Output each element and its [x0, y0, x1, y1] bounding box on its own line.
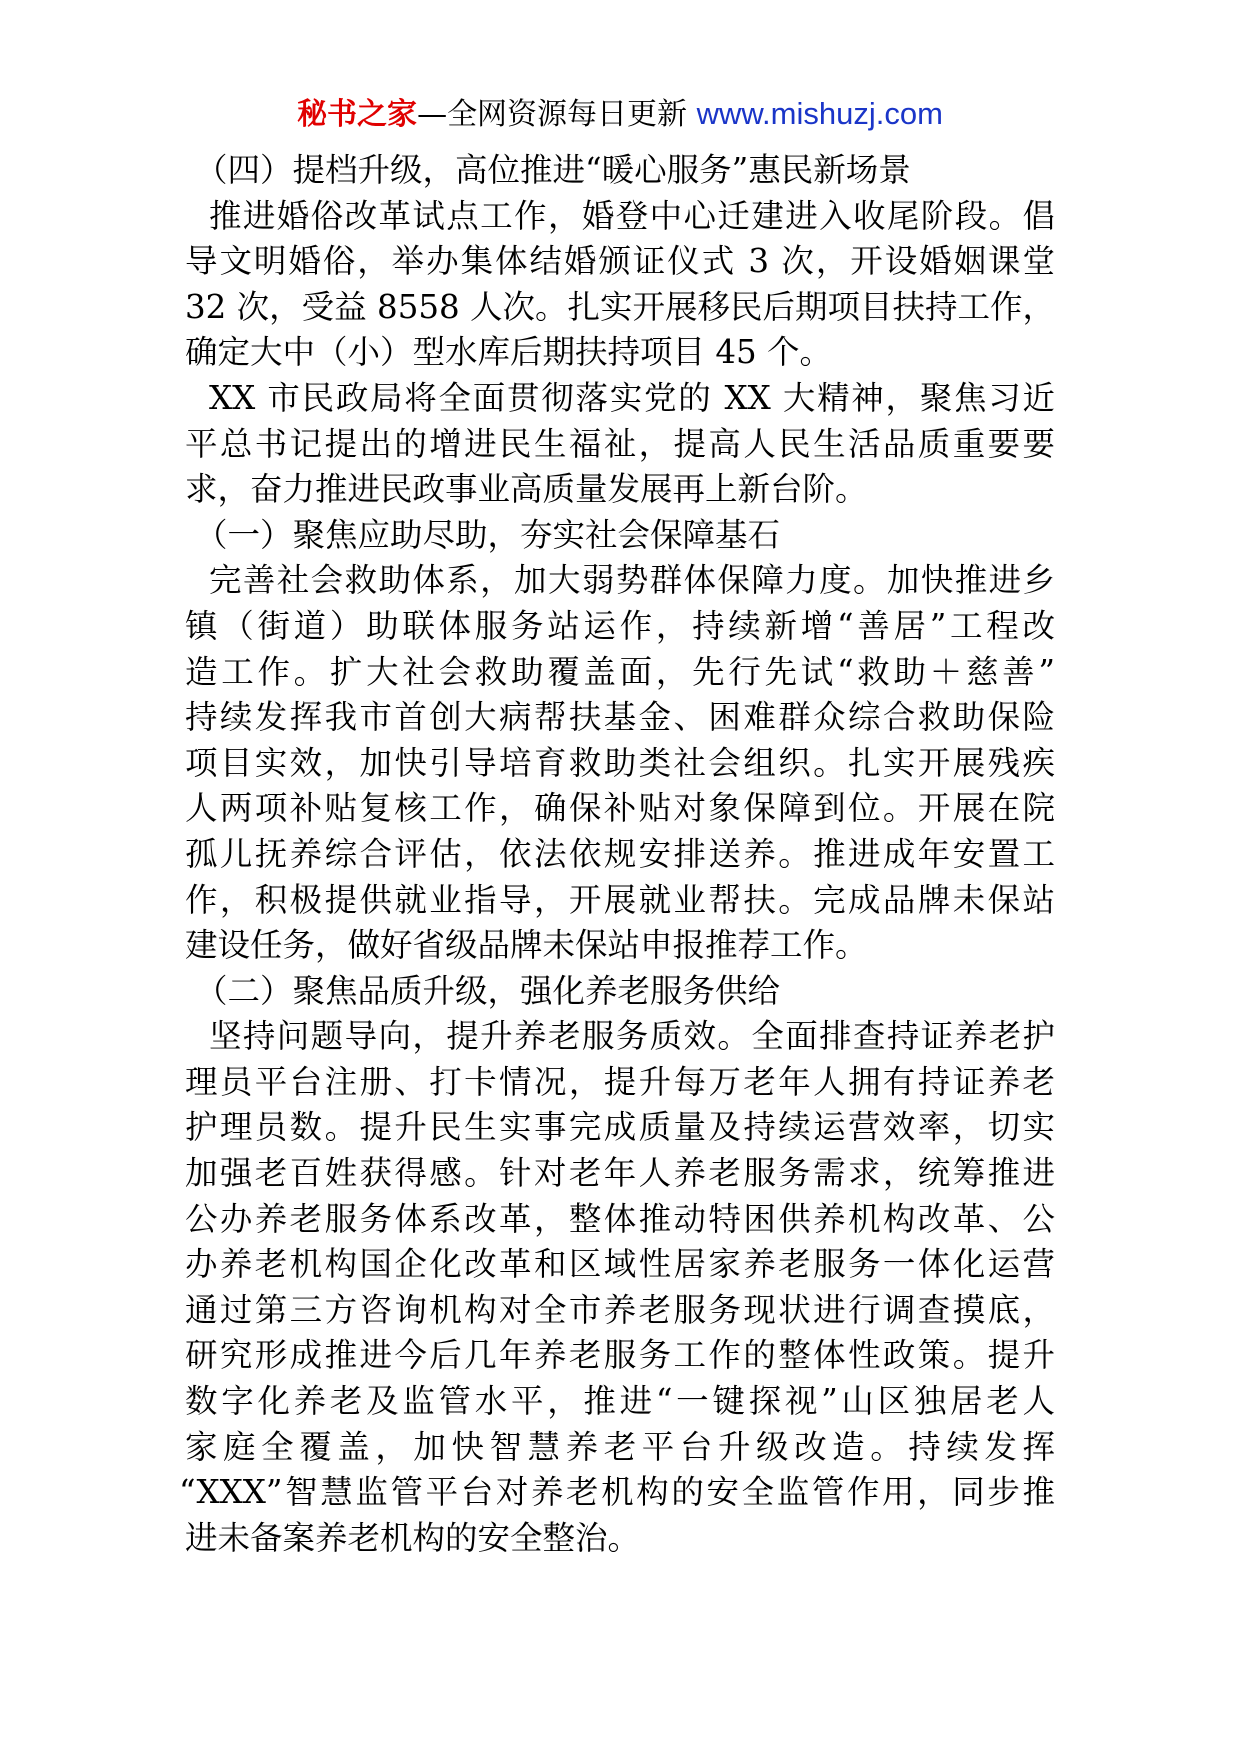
site-url-link[interactable]: www.mishuzj.com [696, 96, 943, 131]
body-line: 坚持问题导向，提升养老服务质效。全面排查持证养老护 [209, 1017, 1055, 1056]
body-line: XX 市民政局将全面贯彻落实党的 XX 大精神，聚焦习近 [209, 378, 1055, 417]
body-line: 公办养老服务体系改革，整体推动特困供养机构改革、公 [185, 1199, 1055, 1238]
site-brand: 秘书之家 [297, 97, 418, 132]
section-heading-4: （四）提档升级，高位推进“暖心服务”惠民新场景 [195, 151, 911, 189]
body-line: 办养老机构国企化改革和区域性居家养老服务一体化运营 [185, 1245, 1055, 1284]
body-line: 持续发挥我市首创大病帮扶基金、困难群众综合救助保险 [185, 698, 1055, 737]
document-body [179, 148, 1055, 1561]
body-line: 进未备案养老机构的安全整治。 [185, 1518, 641, 1557]
body-line: 项目实效，加快引导培育救助类社会组织。扎实开展残疾 [185, 743, 1055, 782]
body-line: 建设任务，做好省级品牌未保站申报推荐工作。 [185, 926, 868, 965]
body-line: 平总书记提出的增进民生福祉，提高人民生活品质重要要 [185, 424, 1055, 463]
body-line: “XXX”智慧监管平台对养老机构的安全监管作用，同步推 [179, 1473, 1055, 1512]
body-line: 镇（街道）助联体服务站运作，持续新增“善居”工程改 [185, 606, 1055, 645]
site-tagline: —全网资源每日更新 [417, 97, 697, 132]
body-line: 理员平台注册、打卡情况，提升每万老年人拥有持证养老 [185, 1062, 1055, 1101]
body-line: 确定大中（小）型水库后期扶持项目 45 个。 [185, 333, 833, 372]
body-line: 推进婚俗改革试点工作，婚登中心迁建进入收尾阶段。倡 [209, 196, 1055, 235]
body-line: 加强老百姓获得感。针对老年人养老服务需求，统筹推进 [185, 1154, 1055, 1193]
body-line: 孤儿抚养综合评估，依法依规安排送养。推进成年安置工 [185, 834, 1055, 873]
body-line: 研究形成推进今后几年养老服务工作的整体性政策。提升 [185, 1336, 1055, 1375]
body-line: 人两项补贴复核工作，确保补贴对象保障到位。开展在院 [185, 789, 1055, 828]
section-heading-1: （一）聚焦应助尽助，夯实社会保障基石 [195, 515, 781, 554]
body-line: 家庭全覆盖，加快智慧养老平台升级改造。持续发挥 [185, 1427, 1055, 1466]
body-line: 求，奋力推进民政事业高质量发展再上新台阶。 [185, 470, 868, 509]
site-header [0, 94, 1240, 135]
section-heading-2: （二）聚焦品质升级，强化养老服务供给 [195, 971, 781, 1010]
body-line: 数字化养老及监管水平，推进“一键探视”山区独居老人 [185, 1382, 1055, 1421]
body-line: 作，积极提供就业指导，开展就业帮扶。完成品牌未保站 [185, 880, 1055, 919]
body-line: 造工作。扩大社会救助覆盖面，先行先试“救助＋慈善” [185, 652, 1055, 691]
body-line: 导文明婚俗，举办集体结婚颁证仪式 3 次，开设婚姻课堂 [185, 242, 1055, 281]
body-line: 护理员数。提升民生实事完成质量及持续运营效率，切实 [185, 1108, 1055, 1147]
body-line: 通过第三方咨询机构对全市养老服务现状进行调查摸底， [185, 1290, 1055, 1329]
body-line: 32 次，受益 8558 人次。扎实开展移民后期项目扶持工作， [185, 287, 1055, 326]
body-line: 完善社会救助体系，加大弱势群体保障力度。加快推进乡 [209, 561, 1055, 600]
